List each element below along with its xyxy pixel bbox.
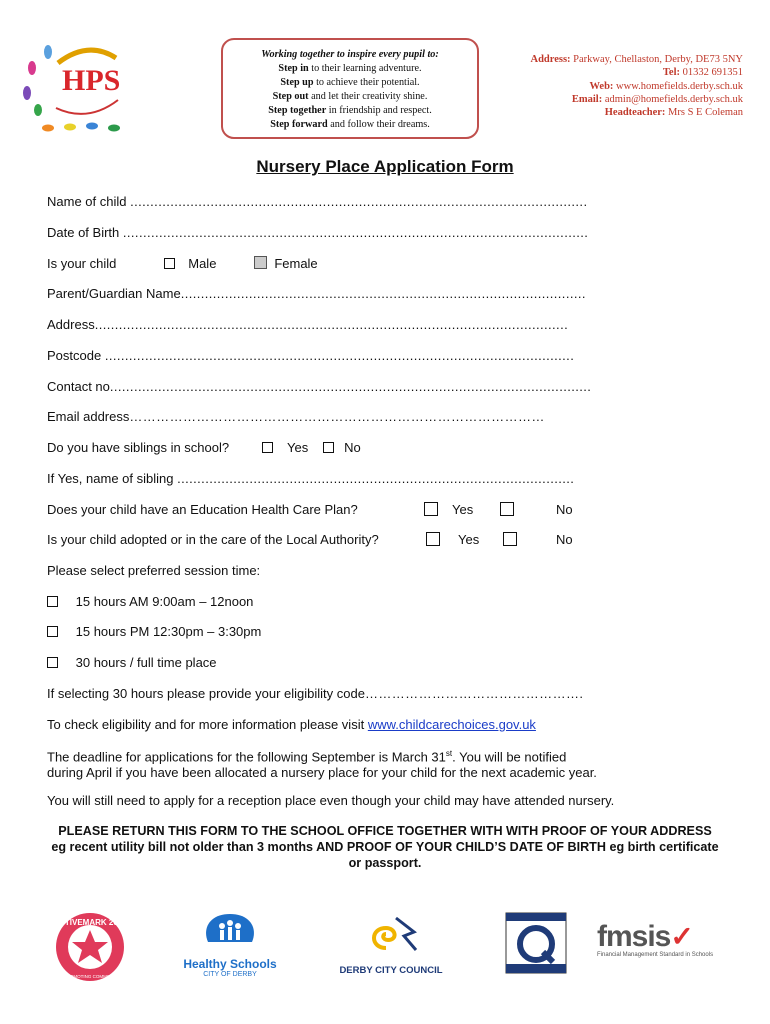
- female-checkbox[interactable]: [254, 256, 267, 269]
- no-label: No: [344, 440, 361, 455]
- email-address-field[interactable]: Email address…………………………………………………………………………………: [47, 409, 545, 424]
- quality-mark-logo: [505, 912, 567, 979]
- field-label: Does your child have an Education Health Care Plan?: [47, 502, 358, 517]
- svg-text:ACTIVEMARK 2008: ACTIVEMARK 2008: [53, 918, 127, 927]
- contact-address: Address: Parkway, Chellaston, Derby, DE73 5NY: [530, 54, 743, 65]
- form-title: Nursery Place Application Form: [256, 157, 514, 176]
- field-label: Postcode: [47, 348, 102, 363]
- contact-block: [530, 53, 743, 119]
- field-label: Date of Birth: [47, 225, 120, 240]
- field-label: If Yes, name of sibling: [47, 471, 174, 486]
- contact-email: Email: admin@homefields.derby.sch.uk: [571, 93, 743, 105]
- session-pm-option[interactable]: [47, 624, 261, 639]
- derby-city-council-logo: DERBY CITY COUNCIL: [336, 910, 446, 976]
- option-label: 15 hours PM 12:30pm – 3:30pm: [75, 624, 262, 639]
- name-of-child-field[interactable]: Name of child ..................................................................................................................: [47, 194, 588, 209]
- motto-line: Step together in friendship and respect.: [268, 105, 432, 116]
- adopted-yes-checkbox[interactable]: [426, 532, 440, 546]
- contact-headteacher: Headteacher: Mrs S E Coleman: [604, 107, 743, 119]
- field-label: Name of child: [47, 194, 127, 209]
- yes-label: Yes: [458, 532, 480, 547]
- childcare-choices-link[interactable]: www.childcarechoices.gov.uk: [367, 717, 536, 732]
- siblings-yes-checkbox[interactable]: [262, 442, 273, 453]
- field-label: Contact no: [47, 379, 110, 394]
- activemark-logo: [50, 912, 130, 987]
- date-of-birth-field[interactable]: Date of Birth ....................................................................................................................: [47, 225, 589, 240]
- contact-no-field[interactable]: Contact no........................................................................................................................: [47, 379, 592, 394]
- eligibility-code-field[interactable]: If selecting 30 hours please provide your eligibility code………………………………………….: [47, 686, 584, 701]
- fmsis-logo: fmsis✓ Financial Management Standard in Schools: [597, 920, 714, 958]
- male-label: Male: [188, 256, 217, 271]
- session-am-checkbox[interactable]: [47, 596, 58, 607]
- ehcp-no-checkbox[interactable]: [500, 502, 514, 516]
- tick-icon: ✓: [670, 921, 693, 952]
- school-logo: [18, 38, 128, 138]
- female-label: Female: [274, 256, 318, 271]
- motto-line: Step out and let their creativity shine.: [272, 91, 428, 102]
- male-checkbox[interactable]: [164, 258, 175, 269]
- field-label: If selecting 30 hours please provide your eligibility code: [47, 686, 365, 701]
- field-label: Address: [47, 317, 95, 332]
- address-field[interactable]: Address......................................................................................................................: [47, 317, 569, 332]
- motto-heading: Working together to inspire every pupil to:: [261, 49, 439, 60]
- eligibility-check-text: [47, 717, 536, 732]
- no-label: No: [556, 502, 573, 517]
- deadline-text: The deadline for applications for the following September is March 31st. You will be notified during April if you have been allocated a nursery place for your child for the next academic year.: [47, 749, 597, 781]
- session-full-checkbox[interactable]: [47, 657, 58, 668]
- field-label: Email address: [47, 409, 130, 424]
- sibling-name-field[interactable]: If Yes, name of sibling ...................................................................................................: [47, 471, 575, 486]
- healthy-schools-logo: Healthy Schools CITY OF DERBY: [180, 912, 280, 978]
- healthy-schools-icon: [200, 912, 260, 950]
- motto-box: [221, 38, 479, 139]
- session-am-option[interactable]: [47, 594, 253, 609]
- return-notice: PLEASE RETURN THIS FORM TO THE SCHOOL OFFICE TOGETHER WITH WITH PROOF OF YOUR ADDRESS eg recent utility bill not older than 3 months AND PROOF OF YOUR CHILD’S DATE OF BIRTH eg birth certificate or passport.: [51, 824, 719, 870]
- option-label: 30 hours / full time place: [75, 655, 217, 670]
- no-label: No: [556, 532, 573, 547]
- check-text: To check eligibility and for more information please visit: [47, 717, 368, 732]
- gender-row: [47, 256, 318, 271]
- reception-note: You will still need to apply for a reception place even though your child may have attended nursery.: [47, 793, 615, 808]
- derby-ram-icon: [356, 910, 426, 960]
- yes-label: Yes: [286, 440, 309, 455]
- adopted-row: [47, 532, 379, 547]
- session-full-option[interactable]: [47, 655, 217, 670]
- yes-label: Yes: [452, 502, 474, 517]
- adopted-no-checkbox[interactable]: [503, 532, 517, 546]
- siblings-no-checkbox[interactable]: [323, 442, 334, 453]
- svg-text:HPS: HPS: [62, 64, 121, 97]
- field-label: Do you have siblings in school?: [47, 440, 230, 455]
- siblings-row: [47, 440, 361, 455]
- motto-line: Step forward and follow their dreams.: [270, 119, 430, 130]
- field-label: Is your child: [47, 256, 117, 271]
- option-label: 15 hours AM 9:00am – 12noon: [75, 594, 254, 609]
- ehcp-yes-checkbox[interactable]: [424, 502, 438, 516]
- parent-guardian-field[interactable]: Parent/Guardian Name.....................................................................................................: [47, 286, 586, 301]
- contact-tel: Tel: 01332 691351: [662, 67, 743, 79]
- session-prompt: Please select preferred session time:: [47, 563, 261, 578]
- ehcp-row: [47, 502, 358, 517]
- svg-text:SE PROMOTING COMMITMENT: SE PROMOTING COMMITMENT: [56, 974, 124, 979]
- field-label: Is your child adopted or in the care of the Local Authority?: [47, 532, 379, 547]
- postcode-field[interactable]: Postcode .....................................................................................................................: [47, 348, 575, 363]
- session-pm-checkbox[interactable]: [47, 626, 58, 637]
- field-label: Parent/Guardian Name: [47, 286, 181, 301]
- motto-line: Step in to their learning adventure.: [278, 63, 422, 74]
- contact-web: Web: www.homefields.derby.sch.uk: [589, 80, 743, 92]
- motto-line: Step up to achieve their potential.: [280, 77, 420, 88]
